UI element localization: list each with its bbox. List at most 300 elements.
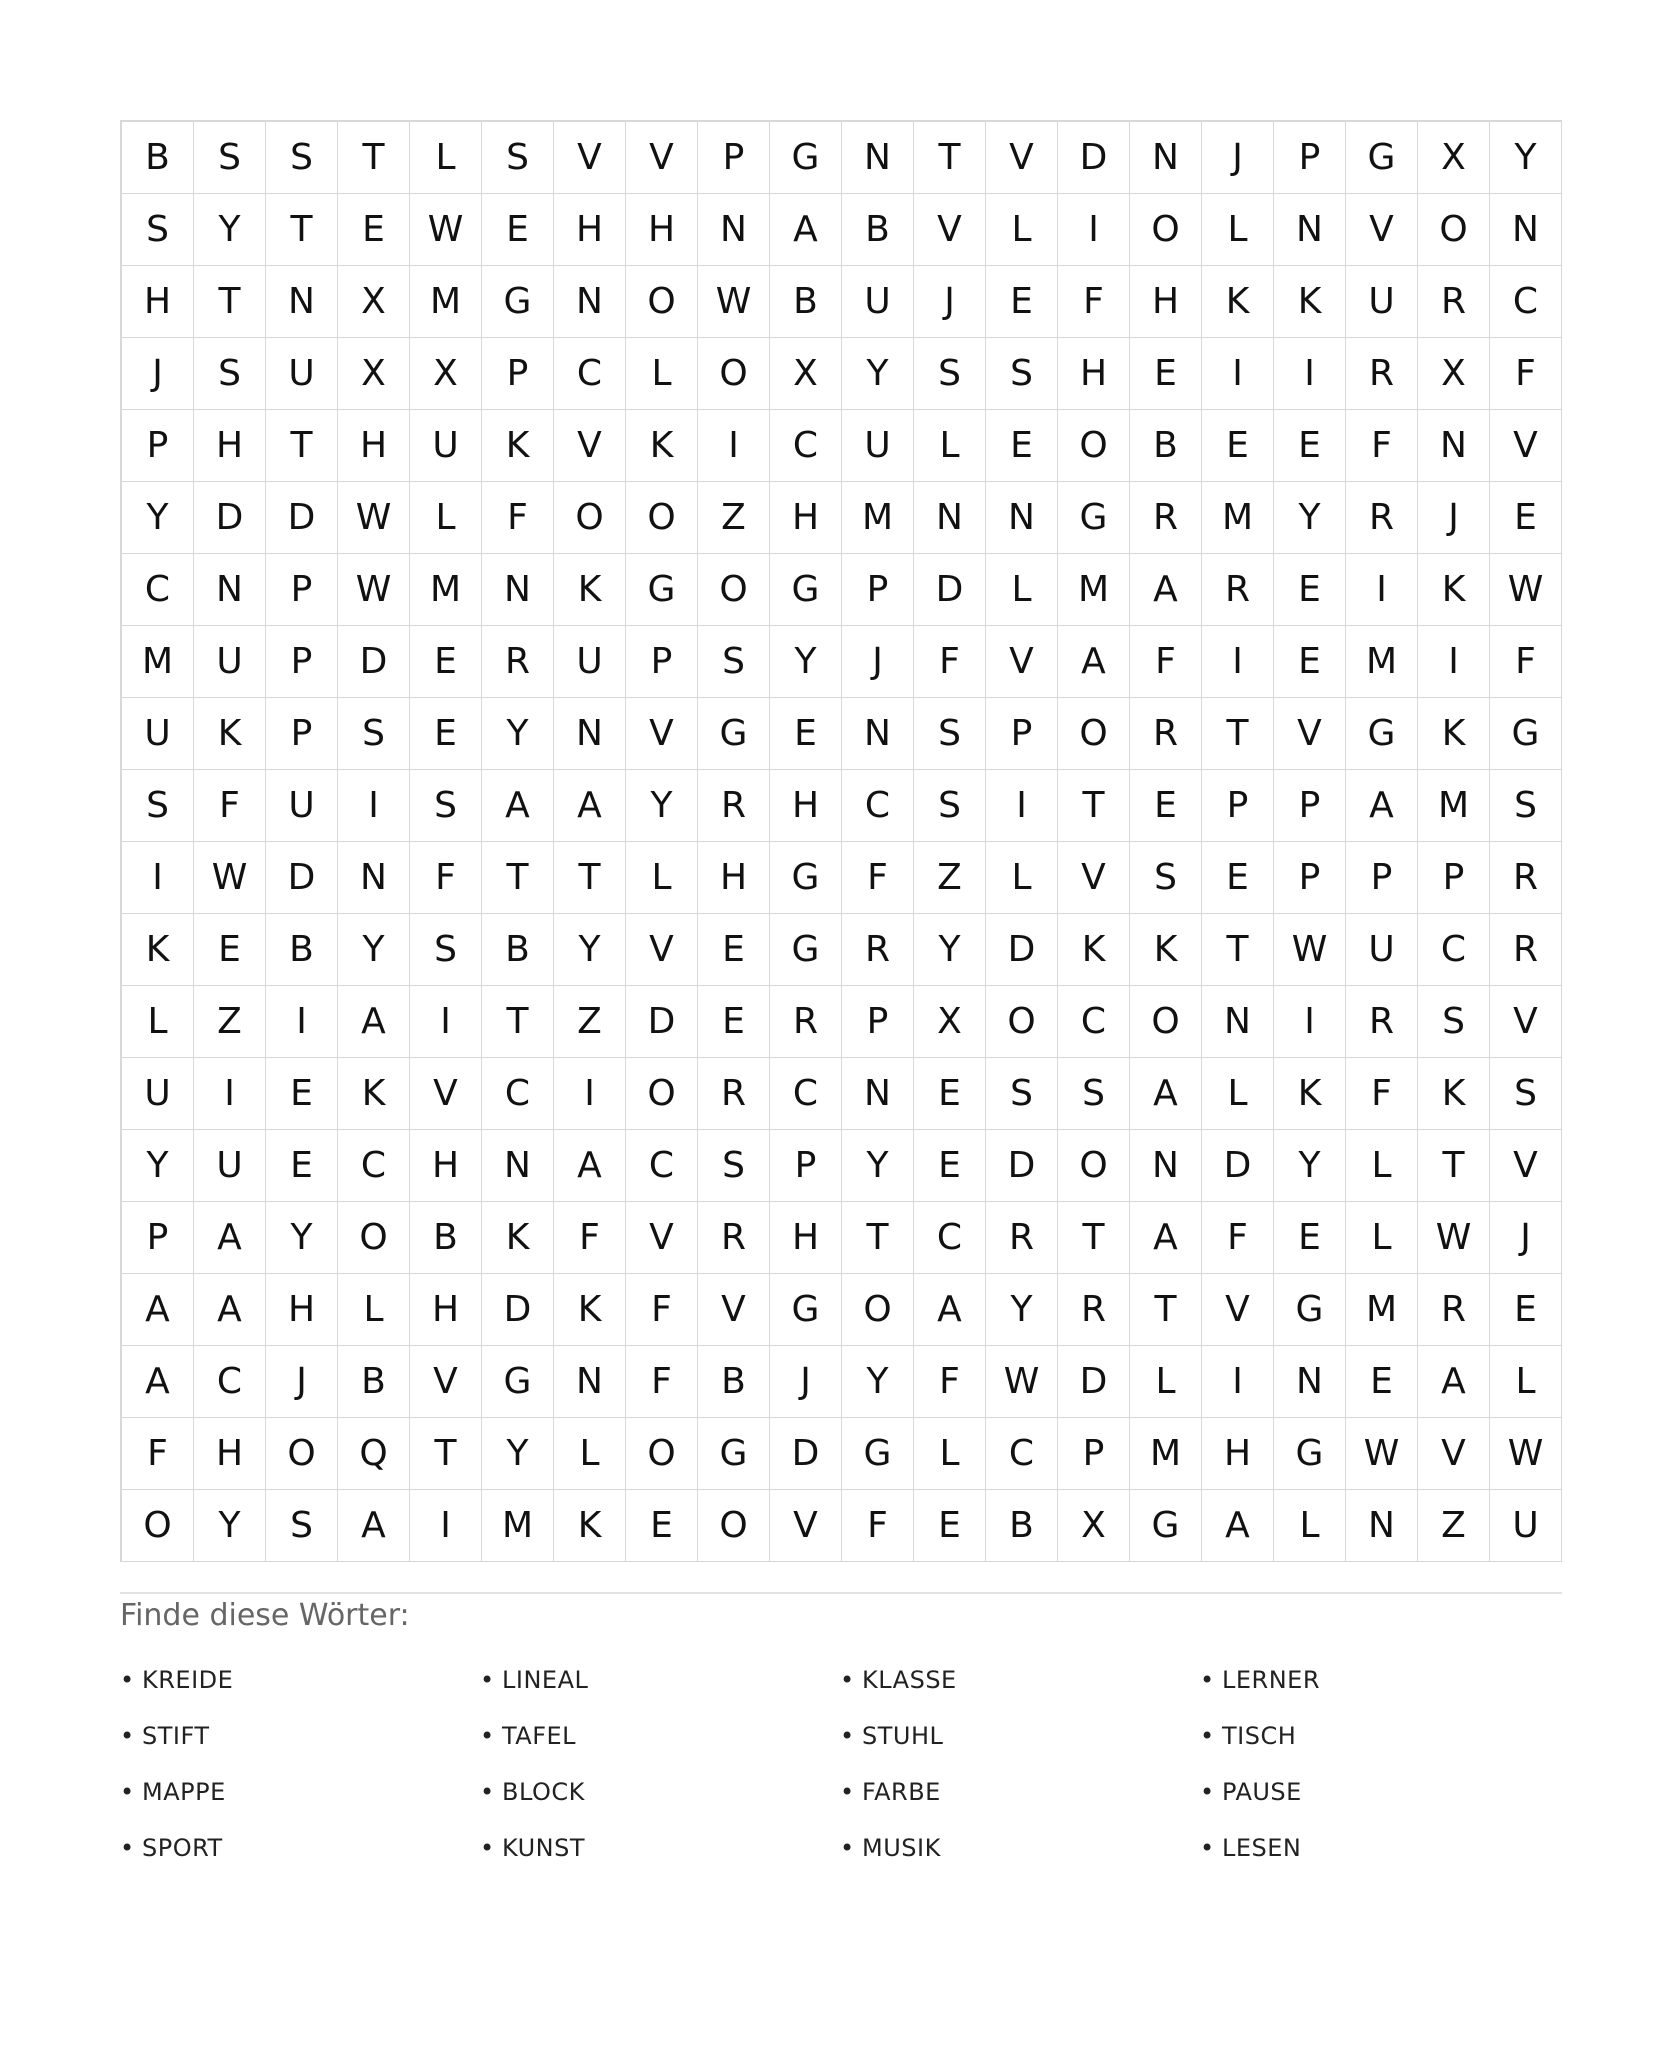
grid-cell[interactable]: S [194,338,266,410]
grid-cell[interactable]: V [1490,1130,1562,1202]
grid-cell[interactable]: O [554,482,626,554]
grid-cell[interactable]: Z [554,986,626,1058]
grid-cell[interactable]: E [914,1490,986,1562]
grid-cell[interactable]: L [1346,1202,1418,1274]
grid-cell[interactable]: B [842,194,914,266]
grid-cell[interactable]: C [986,1418,1058,1490]
grid-cell[interactable]: E [1202,842,1274,914]
grid-cell[interactable]: T [1058,770,1130,842]
grid-cell[interactable]: W [986,1346,1058,1418]
grid-cell[interactable]: Y [554,914,626,986]
grid-cell[interactable]: B [770,266,842,338]
grid-cell[interactable]: A [122,1274,194,1346]
grid-cell[interactable]: K [1130,914,1202,986]
grid-cell[interactable]: T [482,842,554,914]
grid-cell[interactable]: L [554,1418,626,1490]
grid-cell[interactable]: S [266,122,338,194]
grid-cell[interactable]: K [626,410,698,482]
grid-cell[interactable]: V [410,1346,482,1418]
grid-cell[interactable]: F [482,482,554,554]
grid-cell[interactable]: L [410,482,482,554]
grid-cell[interactable]: O [986,986,1058,1058]
grid-cell[interactable]: C [770,410,842,482]
grid-cell[interactable]: G [770,914,842,986]
grid-cell[interactable]: E [914,1058,986,1130]
grid-cell[interactable]: A [914,1274,986,1346]
grid-cell[interactable]: S [986,1058,1058,1130]
grid-cell[interactable]: Y [914,914,986,986]
grid-cell[interactable]: D [266,842,338,914]
grid-cell[interactable]: M [1058,554,1130,626]
grid-cell[interactable]: N [1130,122,1202,194]
grid-cell[interactable]: M [122,626,194,698]
grid-cell[interactable]: Y [842,1130,914,1202]
grid-cell[interactable]: A [1130,1202,1202,1274]
grid-cell[interactable]: E [194,914,266,986]
grid-cell[interactable]: E [1130,770,1202,842]
grid-cell[interactable]: C [1490,266,1562,338]
grid-cell[interactable]: E [1274,1202,1346,1274]
grid-cell[interactable]: H [554,194,626,266]
grid-cell[interactable]: O [1130,194,1202,266]
grid-cell[interactable]: L [986,554,1058,626]
grid-cell[interactable]: H [698,842,770,914]
grid-cell[interactable]: X [338,266,410,338]
grid-cell[interactable]: V [626,122,698,194]
grid-cell[interactable]: P [986,698,1058,770]
grid-cell[interactable]: I [122,842,194,914]
grid-cell[interactable]: N [482,1130,554,1202]
grid-cell[interactable]: X [338,338,410,410]
grid-cell[interactable]: U [266,338,338,410]
grid-cell[interactable]: I [194,1058,266,1130]
grid-cell[interactable]: S [410,914,482,986]
grid-cell[interactable]: A [194,1202,266,1274]
grid-cell[interactable]: N [1274,194,1346,266]
grid-cell[interactable]: L [1490,1346,1562,1418]
grid-cell[interactable]: N [1202,986,1274,1058]
grid-cell[interactable]: E [914,1130,986,1202]
grid-cell[interactable]: S [698,1130,770,1202]
grid-cell[interactable]: H [194,1418,266,1490]
grid-cell[interactable]: Y [194,1490,266,1562]
grid-cell[interactable]: B [122,122,194,194]
grid-cell[interactable]: P [1058,1418,1130,1490]
grid-cell[interactable]: Z [1418,1490,1490,1562]
grid-cell[interactable]: E [482,194,554,266]
grid-cell[interactable]: T [338,122,410,194]
grid-cell[interactable]: K [554,554,626,626]
grid-cell[interactable]: W [1490,1418,1562,1490]
grid-cell[interactable]: Q [338,1418,410,1490]
grid-cell[interactable]: S [338,698,410,770]
grid-cell[interactable]: P [842,554,914,626]
grid-cell[interactable]: L [914,1418,986,1490]
grid-cell[interactable]: F [914,626,986,698]
grid-cell[interactable]: Y [266,1202,338,1274]
grid-cell[interactable]: R [1058,1274,1130,1346]
grid-cell[interactable]: E [986,410,1058,482]
grid-cell[interactable]: I [1274,338,1346,410]
grid-cell[interactable]: Y [1274,1130,1346,1202]
grid-cell[interactable]: U [266,770,338,842]
grid-cell[interactable]: E [410,626,482,698]
grid-cell[interactable]: H [410,1130,482,1202]
grid-cell[interactable]: P [266,554,338,626]
grid-cell[interactable]: J [266,1346,338,1418]
grid-cell[interactable]: T [554,842,626,914]
grid-cell[interactable]: R [1490,914,1562,986]
grid-cell[interactable]: L [986,842,1058,914]
grid-cell[interactable]: U [122,698,194,770]
grid-cell[interactable]: Y [338,914,410,986]
grid-cell[interactable]: P [482,338,554,410]
grid-cell[interactable]: K [482,1202,554,1274]
grid-cell[interactable]: T [1202,698,1274,770]
grid-cell[interactable]: E [338,194,410,266]
grid-cell[interactable]: V [986,626,1058,698]
grid-cell[interactable]: I [266,986,338,1058]
grid-cell[interactable]: D [1058,122,1130,194]
grid-cell[interactable]: C [1418,914,1490,986]
grid-cell[interactable]: A [1418,1346,1490,1418]
grid-cell[interactable]: N [266,266,338,338]
grid-cell[interactable]: A [1130,554,1202,626]
grid-cell[interactable]: G [1346,698,1418,770]
grid-cell[interactable]: O [266,1418,338,1490]
grid-cell[interactable]: K [482,410,554,482]
grid-cell[interactable]: A [1058,626,1130,698]
grid-cell[interactable]: C [554,338,626,410]
grid-cell[interactable]: U [122,1058,194,1130]
grid-cell[interactable]: W [338,482,410,554]
grid-cell[interactable]: T [842,1202,914,1274]
grid-cell[interactable]: M [1346,626,1418,698]
grid-cell[interactable]: G [482,266,554,338]
grid-cell[interactable]: D [986,1130,1058,1202]
grid-cell[interactable]: P [1274,770,1346,842]
grid-cell[interactable]: T [410,1418,482,1490]
grid-cell[interactable]: R [1346,482,1418,554]
grid-cell[interactable]: M [410,266,482,338]
grid-cell[interactable]: D [914,554,986,626]
grid-cell[interactable]: V [554,122,626,194]
grid-cell[interactable]: J [1490,1202,1562,1274]
grid-cell[interactable]: H [266,1274,338,1346]
grid-cell[interactable]: J [122,338,194,410]
grid-cell[interactable]: J [770,1346,842,1418]
grid-cell[interactable]: O [1418,194,1490,266]
grid-cell[interactable]: N [842,698,914,770]
grid-cell[interactable]: H [410,1274,482,1346]
grid-cell[interactable]: A [122,1346,194,1418]
grid-cell[interactable]: L [986,194,1058,266]
grid-cell[interactable]: C [194,1346,266,1418]
grid-cell[interactable]: X [1418,338,1490,410]
grid-cell[interactable]: H [194,410,266,482]
grid-cell[interactable]: O [698,338,770,410]
grid-cell[interactable]: E [1490,1274,1562,1346]
grid-cell[interactable]: M [482,1490,554,1562]
grid-cell[interactable]: H [122,266,194,338]
grid-cell[interactable]: E [266,1058,338,1130]
grid-cell[interactable]: G [1490,698,1562,770]
grid-cell[interactable]: R [1418,1274,1490,1346]
grid-cell[interactable]: S [1058,1058,1130,1130]
grid-cell[interactable]: C [122,554,194,626]
grid-cell[interactable]: D [482,1274,554,1346]
grid-cell[interactable]: M [1202,482,1274,554]
grid-cell[interactable]: S [698,626,770,698]
grid-cell[interactable]: R [1490,842,1562,914]
grid-cell[interactable]: A [554,1130,626,1202]
grid-cell[interactable]: F [1346,1058,1418,1130]
grid-cell[interactable]: P [1274,842,1346,914]
grid-cell[interactable]: K [554,1274,626,1346]
grid-cell[interactable]: Y [842,338,914,410]
grid-cell[interactable]: E [1490,482,1562,554]
grid-cell[interactable]: N [554,266,626,338]
grid-cell[interactable]: V [914,194,986,266]
grid-cell[interactable]: U [1346,914,1418,986]
grid-cell[interactable]: I [1274,986,1346,1058]
grid-cell[interactable]: N [1490,194,1562,266]
grid-cell[interactable]: A [194,1274,266,1346]
grid-cell[interactable]: H [770,770,842,842]
grid-cell[interactable]: T [266,410,338,482]
grid-cell[interactable]: N [842,122,914,194]
grid-cell[interactable]: X [1058,1490,1130,1562]
grid-cell[interactable]: O [1058,1130,1130,1202]
grid-cell[interactable]: U [1490,1490,1562,1562]
grid-cell[interactable]: R [986,1202,1058,1274]
grid-cell[interactable]: C [842,770,914,842]
grid-cell[interactable]: Z [698,482,770,554]
grid-cell[interactable]: R [1130,482,1202,554]
grid-cell[interactable]: L [626,338,698,410]
grid-cell[interactable]: N [1274,1346,1346,1418]
grid-cell[interactable]: G [770,842,842,914]
grid-cell[interactable]: O [626,1058,698,1130]
grid-cell[interactable]: V [986,122,1058,194]
grid-cell[interactable]: N [554,698,626,770]
grid-cell[interactable]: L [626,842,698,914]
grid-cell[interactable]: W [338,554,410,626]
grid-cell[interactable]: X [770,338,842,410]
grid-cell[interactable]: T [1058,1202,1130,1274]
grid-cell[interactable]: C [338,1130,410,1202]
grid-cell[interactable]: S [986,338,1058,410]
grid-cell[interactable]: E [1274,626,1346,698]
grid-cell[interactable]: I [1202,338,1274,410]
grid-cell[interactable]: V [1346,194,1418,266]
grid-cell[interactable]: S [410,770,482,842]
grid-cell[interactable]: V [626,1202,698,1274]
grid-cell[interactable]: N [842,1058,914,1130]
grid-cell[interactable]: W [1346,1418,1418,1490]
grid-cell[interactable]: U [842,266,914,338]
grid-cell[interactable]: G [698,698,770,770]
grid-cell[interactable]: N [1130,1130,1202,1202]
grid-cell[interactable]: O [626,1418,698,1490]
grid-cell[interactable]: S [482,122,554,194]
grid-cell[interactable]: E [1274,410,1346,482]
grid-cell[interactable]: G [626,554,698,626]
grid-cell[interactable]: S [914,338,986,410]
grid-cell[interactable]: U [842,410,914,482]
grid-cell[interactable]: T [266,194,338,266]
grid-cell[interactable]: F [122,1418,194,1490]
grid-cell[interactable]: Z [914,842,986,914]
grid-cell[interactable]: B [1130,410,1202,482]
grid-cell[interactable]: S [914,698,986,770]
grid-cell[interactable]: I [1202,1346,1274,1418]
grid-cell[interactable]: P [770,1130,842,1202]
grid-cell[interactable]: G [1274,1418,1346,1490]
grid-cell[interactable]: F [1490,626,1562,698]
grid-cell[interactable]: N [914,482,986,554]
grid-cell[interactable]: J [1418,482,1490,554]
grid-cell[interactable]: E [626,1490,698,1562]
grid-cell[interactable]: F [626,1274,698,1346]
grid-cell[interactable]: C [626,1130,698,1202]
grid-cell[interactable]: F [410,842,482,914]
grid-cell[interactable]: H [626,194,698,266]
grid-cell[interactable]: R [1346,338,1418,410]
grid-cell[interactable]: G [1346,122,1418,194]
grid-cell[interactable]: V [1418,1418,1490,1490]
grid-cell[interactable]: L [1202,1058,1274,1130]
grid-cell[interactable]: M [1346,1274,1418,1346]
grid-cell[interactable]: D [338,626,410,698]
grid-cell[interactable]: F [842,1490,914,1562]
grid-cell[interactable]: V [626,914,698,986]
grid-cell[interactable]: F [626,1346,698,1418]
grid-cell[interactable]: Y [842,1346,914,1418]
grid-cell[interactable]: R [1202,554,1274,626]
grid-cell[interactable]: O [698,554,770,626]
grid-cell[interactable]: R [698,770,770,842]
grid-cell[interactable]: S [1490,770,1562,842]
grid-cell[interactable]: I [410,986,482,1058]
grid-cell[interactable]: K [1274,266,1346,338]
grid-cell[interactable]: V [1058,842,1130,914]
grid-cell[interactable]: O [122,1490,194,1562]
grid-cell[interactable]: S [1490,1058,1562,1130]
grid-cell[interactable]: E [1130,338,1202,410]
grid-cell[interactable]: V [770,1490,842,1562]
grid-cell[interactable]: O [626,266,698,338]
grid-cell[interactable]: Y [1490,122,1562,194]
grid-cell[interactable]: T [482,986,554,1058]
grid-cell[interactable]: C [914,1202,986,1274]
grid-cell[interactable]: N [338,842,410,914]
grid-cell[interactable]: F [554,1202,626,1274]
grid-cell[interactable]: B [482,914,554,986]
grid-cell[interactable]: I [986,770,1058,842]
grid-cell[interactable]: I [1202,626,1274,698]
grid-cell[interactable]: R [1418,266,1490,338]
grid-cell[interactable]: S [122,194,194,266]
grid-cell[interactable]: X [410,338,482,410]
grid-cell[interactable]: M [1418,770,1490,842]
grid-cell[interactable]: M [410,554,482,626]
grid-cell[interactable]: G [1274,1274,1346,1346]
grid-cell[interactable]: G [842,1418,914,1490]
grid-cell[interactable]: V [626,698,698,770]
grid-cell[interactable]: Y [122,1130,194,1202]
grid-cell[interactable]: E [698,914,770,986]
grid-cell[interactable]: R [1130,698,1202,770]
grid-cell[interactable]: K [1274,1058,1346,1130]
grid-cell[interactable]: A [338,986,410,1058]
grid-cell[interactable]: S [1418,986,1490,1058]
grid-cell[interactable]: L [1202,194,1274,266]
grid-cell[interactable]: W [1490,554,1562,626]
grid-cell[interactable]: F [1490,338,1562,410]
grid-cell[interactable]: O [1130,986,1202,1058]
grid-cell[interactable]: M [842,482,914,554]
grid-cell[interactable]: Y [1274,482,1346,554]
grid-cell[interactable]: Y [770,626,842,698]
grid-cell[interactable]: L [914,410,986,482]
grid-cell[interactable]: N [1346,1490,1418,1562]
grid-cell[interactable]: Y [626,770,698,842]
grid-cell[interactable]: W [1418,1202,1490,1274]
grid-cell[interactable]: G [770,1274,842,1346]
grid-cell[interactable]: F [842,842,914,914]
grid-cell[interactable]: W [698,266,770,338]
grid-cell[interactable]: O [626,482,698,554]
grid-cell[interactable]: O [1058,698,1130,770]
grid-cell[interactable]: K [338,1058,410,1130]
grid-cell[interactable]: I [1346,554,1418,626]
grid-cell[interactable]: B [266,914,338,986]
grid-cell[interactable]: N [1418,410,1490,482]
grid-cell[interactable]: R [770,986,842,1058]
grid-cell[interactable]: D [986,914,1058,986]
grid-cell[interactable]: Y [482,698,554,770]
grid-cell[interactable]: P [266,698,338,770]
grid-cell[interactable]: S [194,122,266,194]
grid-cell[interactable]: E [1202,410,1274,482]
grid-cell[interactable]: D [770,1418,842,1490]
grid-cell[interactable]: R [698,1202,770,1274]
grid-cell[interactable]: V [1202,1274,1274,1346]
grid-cell[interactable]: K [1418,1058,1490,1130]
grid-cell[interactable]: P [1202,770,1274,842]
grid-cell[interactable]: O [698,1490,770,1562]
grid-cell[interactable]: S [1130,842,1202,914]
grid-cell[interactable]: L [122,986,194,1058]
grid-cell[interactable]: G [698,1418,770,1490]
grid-cell[interactable]: P [842,986,914,1058]
grid-cell[interactable]: W [410,194,482,266]
grid-cell[interactable]: D [194,482,266,554]
grid-cell[interactable]: S [122,770,194,842]
grid-cell[interactable]: X [1418,122,1490,194]
grid-cell[interactable]: H [338,410,410,482]
grid-cell[interactable]: U [554,626,626,698]
grid-cell[interactable]: L [410,122,482,194]
grid-cell[interactable]: Y [194,194,266,266]
grid-cell[interactable]: I [410,1490,482,1562]
grid-cell[interactable]: Y [122,482,194,554]
grid-cell[interactable]: J [914,266,986,338]
grid-cell[interactable]: H [1202,1418,1274,1490]
grid-cell[interactable]: H [770,1202,842,1274]
grid-cell[interactable]: B [410,1202,482,1274]
